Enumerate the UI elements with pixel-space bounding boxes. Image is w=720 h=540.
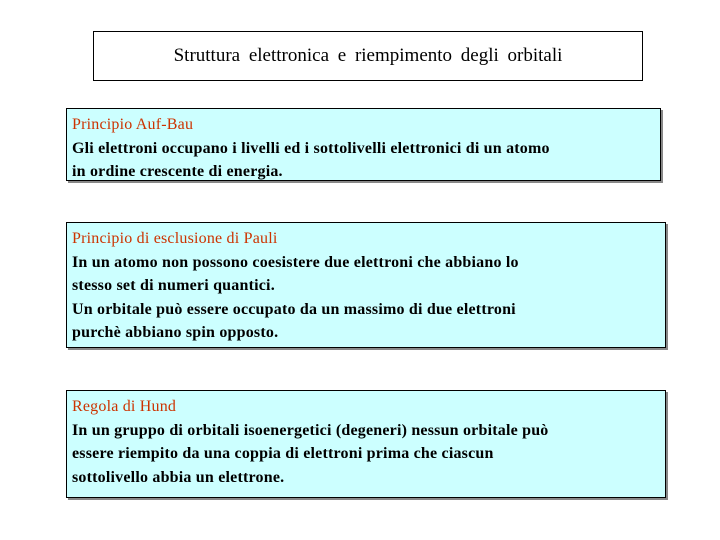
aufbau-heading: Principio Auf-Bau (72, 116, 194, 133)
pauli-exclusion-panel (66, 222, 666, 348)
pauli-text-line: stesso set di numeri quantici. (72, 277, 275, 294)
hund-text-line: sottolivello abbia un elettrone. (72, 468, 285, 486)
hund-text-line: In un gruppo di orbitali isoenergetici (degeneri) nessun orbitale può (72, 421, 549, 439)
page-title: Struttura elettronica e riempimento degli orbitali (173, 45, 563, 66)
aufbau-text-line: Gli elettroni occupano i livelli ed i sottolivelli elettronici di un atomo (72, 139, 550, 157)
aufbau-text-line: in ordine crescente di energia. (72, 163, 283, 180)
hund-text-line: essere riempito da una coppia di elettroni prima che ciascun (72, 445, 494, 462)
pauli-text-line: Un orbitale può essere occupato da un massimo di due elettroni (72, 300, 516, 318)
pauli-text-line: purchè abbiano spin opposto. (72, 324, 279, 341)
hund-heading: Regola di Hund (72, 398, 177, 415)
aufbau-principle-panel (66, 108, 661, 181)
pauli-text-line: In un atomo non possono coesistere due elettroni che abbiano lo (72, 253, 519, 271)
title-box (93, 31, 643, 81)
hund-rule-panel (66, 390, 666, 498)
pauli-heading: Principio di esclusione di Pauli (72, 230, 278, 247)
